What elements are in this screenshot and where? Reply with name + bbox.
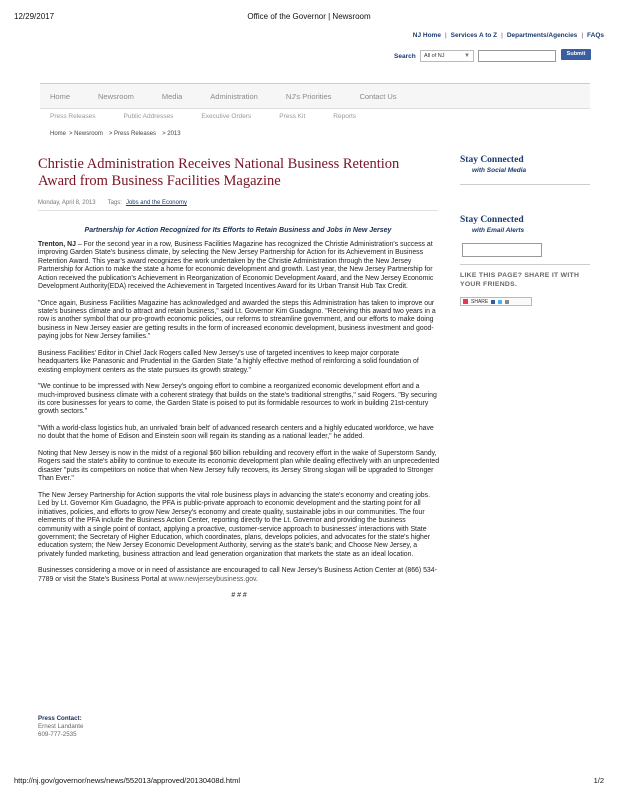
nav-item-priorities[interactable]: NJ's Priorities — [285, 92, 332, 101]
paragraph-text: – For the second year in a row, Business Facilities Magazine has recognized the Christie Administration's success at improving Garden State's business climate, by selecting the New Jersey Partnership for Action for its Achievement in Business Retention Award. This year's award recognizes the work undertaken by the Christie Administration through the New Jersey Partnership for Action to make the state a home for economic development and growth. Last year, the New Jersey Partnership for Action received the publication's Achievement in Reorganization of Economic Development Award, and the New Jersey Economic Development Authority(EDA) received the Achievement in Targeted Incentives Award for its Urban Transit Hub Tax Credit. — [38, 241, 434, 291]
print-date: 12/29/2017 — [14, 12, 55, 21]
twitter-icon — [498, 300, 502, 304]
print-title: Office of the Governor | Newsroom — [247, 12, 371, 21]
subnav-press-releases[interactable]: Press Releases — [50, 113, 96, 120]
paragraph — [38, 241, 440, 291]
paragraph: "With a world-class logistics hub, an unrivaled 'brain belt' of advanced research centers and a highly educated workforce, we have no doubt that the home of Edison and Einstein soon will regain its standing as a national leader," he added. — [38, 425, 434, 441]
nav-item-newsroom[interactable]: Newsroom — [98, 92, 134, 101]
sidebar-divider — [460, 264, 590, 265]
share-prompt: LIKE THIS PAGE? SHARE IT WITH YOUR FRIENDS. — [460, 272, 580, 288]
business-portal-link[interactable]: www.newjerseybusiness.gov — [168, 575, 256, 583]
tag-link[interactable]: Jobs and the Economy — [125, 200, 187, 206]
stay-connected-email-sub[interactable]: with Email Alerts — [472, 227, 525, 234]
util-separator: | — [581, 32, 584, 39]
facebook-icon — [491, 300, 495, 304]
article-date: Monday, April 8, 2013 — [38, 200, 96, 206]
breadcrumb-year[interactable]: > 2013 — [162, 131, 181, 137]
nav-item-home[interactable]: Home — [50, 92, 71, 101]
press-contact-name: Ernest Landante — [38, 723, 84, 730]
nav-item-administration[interactable]: Administration — [210, 92, 258, 101]
stay-connected-social-sub[interactable]: with Social Media — [472, 167, 527, 174]
tags-label: Tags: — [107, 200, 122, 206]
paragraph-text: Businesses considering a move or in need of assistance are encouraged to call New Jersey's Business Action Center at (866) 534-7789 or visit the State's Business Portal at — [38, 567, 437, 583]
print-page-number: 1/2 — [593, 776, 604, 785]
press-contact-label: Press Contact: — [38, 715, 82, 722]
sub-nav — [50, 113, 384, 120]
stay-connected-social-title[interactable]: Stay Connected — [460, 155, 524, 165]
util-link-services[interactable]: Services A to Z — [450, 32, 498, 39]
sidebar-divider — [460, 184, 590, 185]
paragraph: Business Facilities' Editor in Chief Jack Rogers called New Jersey's use of targeted incentives to keep major corporate headquarters like Panasonic and Prudential in the Garden State "a highly effective method of reinforcing a solid foundation of existing employment centers as the state pursues its growth strategy." — [38, 349, 419, 374]
share-label: SHARE — [471, 298, 489, 305]
stay-connected-email-title[interactable]: Stay Connected — [460, 215, 524, 225]
email-alert-input[interactable] — [462, 243, 542, 257]
breadcrumb-newsroom[interactable]: > Newsroom — [69, 131, 103, 137]
press-contact-phone: 609-777-2535 — [38, 731, 77, 738]
paragraph: Noting that New Jersey is now in the midst of a regional $60 billion rebuilding and recovery effort in the wake of Superstorm Sandy, Rogers said the state's ability to continue to execute its economic development plan while dealing effectively with an unprecedented disaster "puts its competitors on notice that when New Jersey fully recovers, its Jersey Strong slogan will be upgraded to Stronger Than Ever." — [38, 450, 440, 483]
paragraph — [38, 567, 440, 584]
print-url: http://nj.gov/governor/news/news/552013/approved/20130408d.html — [14, 776, 240, 785]
breadcrumb-home[interactable]: Home — [50, 131, 67, 137]
dateline: Trenton, NJ — [38, 241, 76, 248]
util-link-faqs[interactable]: FAQs — [587, 32, 604, 39]
subnav-executive-orders[interactable]: Executive Orders — [201, 113, 252, 120]
article-subhead: Partnership for Action Recognized for Its Efforts to Retain Business and Jobs in New Jersey — [84, 227, 392, 234]
nav-item-contact[interactable]: Contact Us — [359, 92, 397, 101]
email-icon — [505, 300, 509, 304]
paragraph: The New Jersey Partnership for Action supports the vital role business plays in advancing the state's economy and creating jobs. Led by Lt. Governor Kim Guadagno, the PFA is public-private approach to economic development and the starting point for all initiatives, policies, and efforts to grow New Jersey's economy and create quality, sustainable jobs in our communities. The four elements of the PFA include the Business Action Center, reporting directly to the Lt. Governor and providing the business community with a single point of contact, applying a proactive, customer-service approach to businesses' interactions with State government; the Secretary of Higher Education, which coordinates, plans, develops policies, and advocates for the state's higher education system; the New Jersey Economic Development Authority, serving as the state's bank; and Choose New Jersey, a privately funded marketing, business attraction and lead generation organization that markets the state as an ideal location. — [38, 491, 431, 558]
search-scope-value: All of NJ — [424, 53, 445, 59]
chevron-down-icon: ▼ — [464, 53, 470, 59]
main-nav — [50, 92, 425, 101]
util-separator: | — [501, 32, 503, 39]
divider — [38, 210, 438, 211]
utility-links — [413, 32, 604, 39]
breadcrumb-press-releases[interactable]: > Press Releases — [108, 131, 157, 137]
subnav-reports[interactable]: Reports — [333, 113, 357, 120]
paragraph: "We continue to be impressed with New Jersey's ongoing effort to combine a reorganized economic development effort and a much-improved business climate with a coherent strategy that builds on the state's traditional strengths," said Rogers. "By securing its core businesses for years to come, the Garden State is poised to put its formidable resources to work in building 21st-century growth sectors." — [38, 383, 437, 416]
article-headline: Christie Administration Receives National Business Retention Award from Business Facilities Magazine — [38, 156, 400, 189]
share-button[interactable] — [460, 297, 532, 306]
breadcrumb — [50, 131, 184, 137]
paragraph-text: . — [255, 575, 258, 583]
subnav-press-kit[interactable]: Press Kit — [279, 113, 306, 120]
util-link-nj-home[interactable]: NJ Home — [412, 32, 441, 39]
paragraph: "Once again, Business Facilities Magazine has acknowledged and awarded the steps this Administration has taken to improve our state's business climate and to attract and retain business," said Lt. Governor Kim Guadagno. "Receiving this award two years in a row is another symbol that our pro-growth economic policies, our reforms to streamline government, and our efforts to make doing business in New Jersey easier are getting results in the form of increased economic development, business investment and good-paying jobs for New Jersey families." — [38, 299, 436, 341]
nav-item-media[interactable]: Media — [161, 92, 183, 101]
share-plus-icon — [463, 299, 468, 304]
util-link-departments[interactable]: Departments/Agencies — [506, 32, 578, 39]
subnav-public-addresses[interactable]: Public Addresses — [123, 113, 174, 120]
search-submit-button[interactable]: Submit — [561, 49, 591, 60]
end-mark: # # # — [231, 592, 247, 600]
article-body — [38, 241, 440, 601]
search-scope-select[interactable] — [420, 50, 474, 62]
search-label: Search — [394, 53, 416, 60]
press-contact — [38, 715, 83, 739]
article-meta — [38, 200, 187, 206]
util-separator: | — [444, 32, 447, 39]
search-input[interactable] — [478, 50, 556, 62]
